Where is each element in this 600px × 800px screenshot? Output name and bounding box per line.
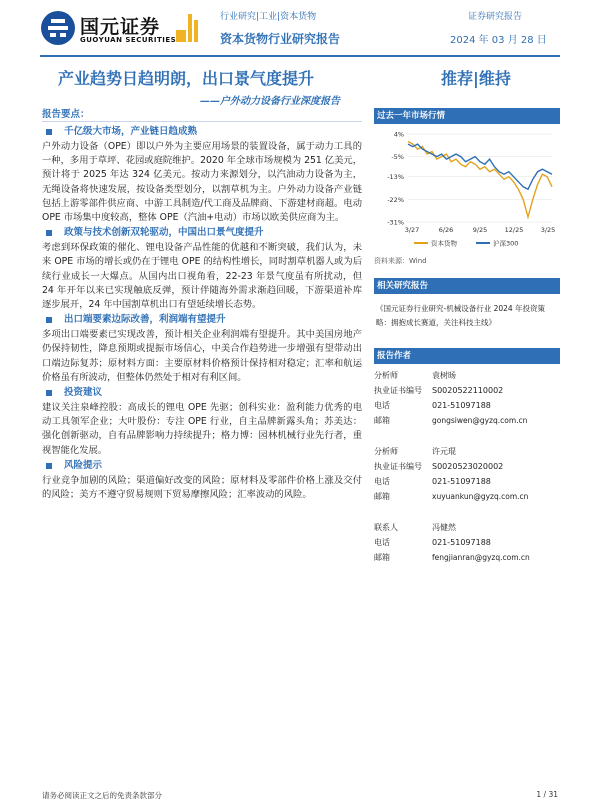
tel-number: 021-51097188 [432, 538, 491, 547]
author-row [374, 520, 560, 535]
section-heading [42, 385, 362, 401]
header-divider [40, 55, 560, 57]
section-heading-text: 投资建议 [64, 387, 103, 399]
chart-source: 资料来源：Wind [374, 257, 427, 265]
tel-label: 电话 [374, 477, 390, 486]
summary-label: 报告要点： [42, 108, 362, 122]
section-body: 户外动力设备（OPE）即以户外为主要应用场景的装置设备，属于动力工具的一种，多用于草坪、花园或庭院维护。2020 年全球市场规模为 251 亿美元，预计将于 2025 年达 324 亿美元。按动力来源划分，以汽油动力设备为主，无绳设备将快速发展，按设备类型划分，以割草机为主。户外动力设备产业链包括上游零部件供应商、中游工具制造/代工商及品牌商、下游建材商超。电动 OPE 市场集中度较高，整体 OPE（汽油+电动）市场以欧美供应商为主。 [42, 141, 362, 224]
bullet-square-icon [46, 463, 52, 469]
logo-en-text: GUOYUAN SECURITIES [80, 36, 177, 44]
tel-label: 电话 [374, 538, 390, 547]
x-tick-label: 3/25 [540, 226, 556, 234]
email-link[interactable]: xuyuankun@gyzq.com.cn [432, 492, 529, 501]
cert-number: S0020522110002 [432, 386, 504, 395]
x-tick-label: 12/25 [504, 226, 524, 234]
related-report-link[interactable]: 《国元证券行业研究-机械设备行业 2024 年投资策略：拥抱成长赛道，关注科技主线》 [376, 304, 546, 327]
industry-category: 行业研究|工业|资本货物 [220, 12, 317, 22]
author-name: 袁树旸 [432, 371, 456, 380]
page-footer [42, 790, 558, 800]
rating-badge: 推荐|维持 [441, 69, 511, 88]
y-tick-label: -5% [391, 153, 404, 162]
author-card [374, 520, 560, 565]
market-chart [374, 126, 560, 254]
author-name: 冯健然 [432, 523, 456, 532]
mail-label: 邮箱 [374, 416, 390, 425]
mail-label: 邮箱 [374, 492, 390, 501]
author-row [374, 550, 560, 565]
sidebar [374, 108, 560, 565]
section-body: 考虑到环保政策的催化、锂电设备产品性能的优越和不断突破，我们认为，未来 OPE 市场的增长或仍在于锂电 OPE 的结构性增长，同时割草机器人或为后续行业成长一大爆点。从国内出口视角看，22-23 年景气度虽有所扰动，但 24 年开年以来已实现触底反弹，预计伴随海外需求渐趋回暖，下游渠道补库逐步展开，24 年中国割草机出口有望延续增长态势。 [42, 242, 362, 311]
author-role-label: 分析师 [374, 447, 398, 456]
page-number: 1 / 31 [536, 790, 558, 799]
section-body: 多项出口端要素已实现改善，预计相关企业利润端有望提升。其中美国房地产仍保持韧性，降息预期或提振市场信心，中美合作趋势进一步增强有望带动出口端边际复苏；原材料方面：主要原材料价格预计保持相对稳定；汇率和航运价格虽有所波动，但整体仍然处于相对有利区间。 [42, 329, 362, 383]
logo-cn-text: 国元证券 [80, 16, 161, 38]
author-row [374, 368, 560, 383]
section-heading [42, 312, 362, 328]
section-heading-text: 出口端要素边际改善，利润端有望提升 [64, 314, 226, 326]
author-card [374, 444, 560, 504]
series-line [408, 144, 552, 189]
y-tick-label: -22% [387, 195, 404, 204]
logo-mark-icon [40, 10, 76, 46]
chart-box-title: 过去一年市场行情 [374, 108, 560, 124]
author-role-label: 联系人 [374, 523, 398, 532]
y-tick-label: -13% [387, 173, 404, 182]
section-heading [42, 124, 362, 140]
x-tick-label: 9/25 [472, 226, 488, 234]
author-row [374, 413, 560, 428]
author-name: 许元琨 [432, 447, 456, 456]
page-header [0, 0, 600, 62]
section-heading-text: 风险提示 [64, 459, 103, 471]
y-tick-label: -31% [387, 218, 404, 227]
bullet-square-icon [46, 317, 52, 323]
page-title: 产业趋势日趋明朗，出口景气度提升 [58, 69, 315, 88]
disclaimer-text: 请务必阅读正文之后的免责条款部分 [42, 791, 162, 800]
author-row [374, 383, 560, 398]
author-row [374, 474, 560, 489]
report-date: 2024 年 03 月 28 日 [450, 35, 547, 46]
legend-label: 资本货物 [431, 239, 457, 248]
summary-column [42, 108, 362, 502]
email-link[interactable]: fengjianran@gyzq.com.cn [432, 553, 530, 562]
market-chart-svg [374, 126, 560, 254]
author-row [374, 489, 560, 504]
author-row [374, 444, 560, 459]
x-tick-label: 6/26 [438, 226, 454, 234]
section-heading-text: 千亿级大市场，产业链日趋成熟 [64, 126, 198, 137]
author-row [374, 398, 560, 413]
author-row [374, 535, 560, 550]
related-title: 相关研究报告 [374, 278, 560, 294]
authors-title: 报告作者 [374, 348, 560, 364]
author-role-label: 分析师 [374, 371, 398, 380]
tel-number: 021-51097188 [432, 401, 491, 410]
section-heading [42, 458, 362, 474]
mail-label: 邮箱 [374, 553, 390, 562]
logo-stripes-icon [176, 14, 202, 44]
section-heading [42, 225, 362, 241]
cert-number: S0020523020002 [432, 462, 504, 471]
legend-label: 沪深300 [493, 239, 519, 248]
y-tick-label: 4% [393, 130, 404, 139]
tel-label: 电话 [374, 401, 390, 410]
section-heading-text: 政策与技术创新双轮驱动，中国出口景气度提升 [64, 227, 264, 239]
report-type: 证券研究报告 [468, 12, 523, 22]
page-subtitle: ——户外动力设备行业深度报告 [200, 96, 340, 107]
tel-number: 021-51097188 [432, 477, 491, 486]
bullet-square-icon [46, 129, 52, 135]
author-card [374, 368, 560, 428]
x-tick-label: 3/27 [404, 226, 420, 234]
bullet-square-icon [46, 390, 52, 396]
cert-label: 执业证书编号 [374, 462, 422, 471]
email-link[interactable]: gongsiwen@gyzq.com.cn [432, 416, 528, 425]
cert-label: 执业证书编号 [374, 386, 422, 395]
bullet-square-icon [46, 230, 52, 236]
section-body: 行业竞争加剧的风险；渠道偏好改变的风险；原材料及零部件价格上涨及交付的风险；美方不遵守贸易规则下贸易摩擦风险；汇率波动的风险。 [42, 474, 362, 501]
author-row [374, 459, 560, 474]
section-body: 建议关注泉峰控股：高成长的锂电 OPE 先驱；创科实业：盈利能力优秀的电动工具领军企业；大叶股份：专注 OPE 行业，自主品牌新露头角；苏美达：强化创新驱动，自有品牌影响力持续提升；格力博：园林机械行业先行者，重视智能化发展。 [42, 402, 362, 456]
report-series-title: 资本货物行业研究报告 [220, 32, 341, 46]
